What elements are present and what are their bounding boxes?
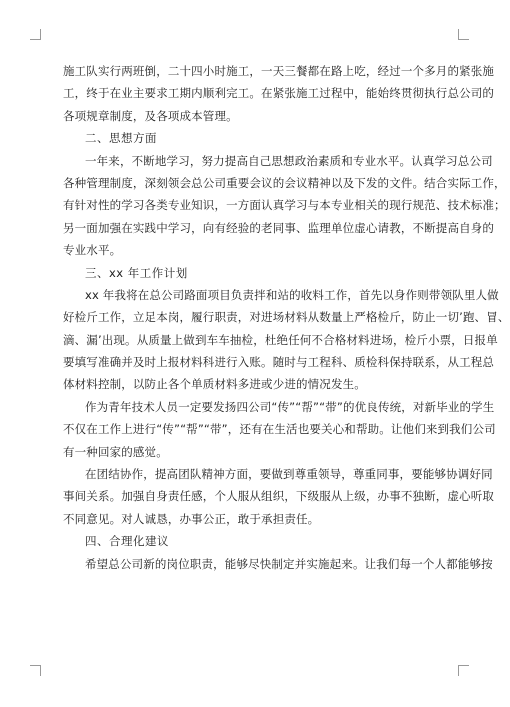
text-line: 作为青年技术人员一定要发扬四公司“传”“帮”“带”的优良传统，对新毕业的学生 <box>85 399 495 414</box>
text-line: 工，终于在业主要求工期内顺利完工。在紧张施工过程中，能始终贯彻执行总公司的 <box>63 86 495 101</box>
text-line: 有一种回家的感觉。 <box>63 444 168 459</box>
text-line: 施工队实行两班倒，二十四小时施工，一天三餐都在路上吃，经过一个多月的紧张施 <box>63 64 495 78</box>
corner-mark-top-right <box>458 29 469 40</box>
section-heading: 二、思想方面 <box>85 131 157 146</box>
text-line: 另一面加强在实践中学习，向有经验的老同事、监理单位虚心请教，不断提高自身的 <box>63 220 495 235</box>
section-heading: 三、xx 年工作计划 <box>85 265 188 280</box>
text-line: 一年来，不断地学习，努力提高自己思想政治素质和专业水平。认真学习总公司 <box>85 153 493 168</box>
text-line: 在团结协作，提高团队精神方面，要做到尊重领导，尊重同事，要能够协调好同 <box>85 467 493 482</box>
text-line: 不仅在工作上进行“传”“帮”“带”，还有在生活也要关心和帮助。让他们来到我们公司 <box>63 422 496 437</box>
corner-mark-top-left <box>30 29 41 40</box>
text-line: 不同意见。对人诚恳，办事公正，敢于承担责任。 <box>63 511 320 526</box>
text-line: 各种管理制度，深刻领会总公司重要会议的会议精神以及下发的文件。结合实际工作， <box>63 175 506 190</box>
text-line: 事间关系。加强自身责任感，个人服从组织，下级服从上级，办事不独断，虚心听取 <box>63 489 495 504</box>
text-line: 体材料控制，以防止各个单质材料多进或少进的情况发生。 <box>63 377 366 392</box>
corner-mark-bottom-right <box>458 665 469 676</box>
text-line: 各项规章制度，及各项成本管理。 <box>63 108 238 123</box>
corner-mark-bottom-left <box>30 665 41 676</box>
text-line: 要填写准确并及时上报材料科进行入账。随时与工程科、质检科保持联系，从工程总 <box>63 355 495 370</box>
text-line: 专业水平。 <box>63 243 122 258</box>
text-line: 滴、漏’出现。从质量上做到车车抽检，杜绝任何不合格材料进场，检斤小票，日报单 <box>63 332 498 347</box>
text-line: 有针对性的学习各类专业知识，一方面认真学习与本专业相关的现行规范、技术标准； <box>63 198 506 213</box>
section-heading: 四、合理化建议 <box>85 534 169 549</box>
text-line: 希望总公司新的岗位职责，能够尽快制定并实施起来。让我们每一个人都能够按 <box>85 556 493 571</box>
text-line: 好检斤工作，立足本岗，履行职责，对进场材料从数量上严格检斤，防止一切’跑、冒、 <box>63 310 510 325</box>
text-line: xx 年我将在总公司路面项目负责拌和站的收料工作，首先以身作则带领队里人做 <box>85 287 499 302</box>
document-body <box>63 60 510 575</box>
